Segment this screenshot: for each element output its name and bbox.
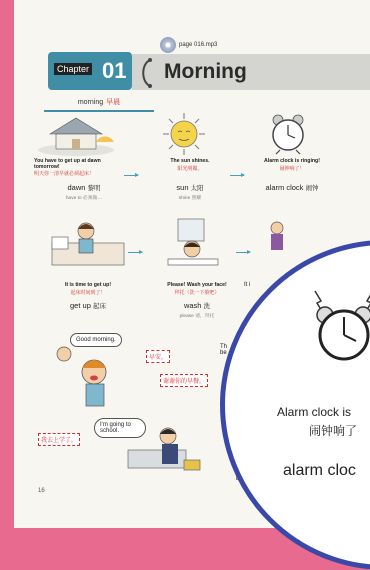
scene5-word [158, 301, 236, 310]
sun-illustration [162, 112, 206, 156]
zoom-caption: Alarm clock is [277, 405, 352, 419]
section-heading-cn: 早晨 [106, 99, 121, 106]
zoom-word: alarm cloc [283, 462, 356, 479]
scene5-subtitle: 拜托（洗一下脸吧） [174, 290, 220, 296]
scene1-word-en: dawn [67, 183, 86, 192]
scene2-word [160, 183, 220, 192]
arrow-right-icon [230, 175, 244, 176]
chapter-box [48, 52, 132, 90]
scene5-word-en: wash [183, 301, 202, 310]
leaving-for-school-illustration [124, 420, 214, 482]
dawn-house-illustration [36, 112, 116, 157]
audio-filename: page 016.mp3 [179, 42, 218, 48]
scene4-word [48, 301, 128, 310]
family-morning-illustration [42, 338, 132, 412]
stretching-illustration [262, 218, 292, 260]
scene2-subtitle: 阳光明媚。 [177, 166, 203, 172]
scene5-word-cn: 洗 [203, 303, 211, 310]
cd-icon [160, 37, 176, 53]
chapter-title: Morning [164, 60, 247, 83]
getting-up-illustration [44, 215, 134, 277]
scene5-note: please 请，拜托 [179, 314, 215, 319]
scene4-word-en: get up [70, 301, 91, 310]
scene3-word [252, 183, 332, 192]
bracket-decoration-icon [138, 58, 154, 88]
section-heading [58, 95, 140, 109]
scene5-caption: Please! Wash your face! [167, 282, 227, 288]
arrow-right-icon [124, 175, 138, 176]
chapter-number: 01 [102, 58, 127, 83]
scene3-caption: Alarm clock is ringing! [264, 158, 320, 164]
scene1-word [54, 183, 114, 192]
scene6-caption-cut: It i [244, 282, 251, 288]
scene3-word-en: alarm clock [265, 183, 304, 192]
scene1-subtitle: 明天你一清早就必须起床！ [34, 171, 95, 177]
scene4-caption: It is time to get up! [64, 282, 112, 288]
audio-track[interactable] [160, 37, 217, 53]
scene1-word-cn: 黎明 [87, 185, 101, 192]
washing-face-illustration [158, 215, 232, 277]
alarm-clock-icon [309, 285, 370, 365]
zoom-caption-cn: 闹钟响了 [309, 424, 358, 438]
page-number: 16 [38, 488, 45, 494]
zaoan-tag: 早安。 [146, 350, 170, 363]
scene2-caption: The sun shines. [170, 158, 210, 164]
thanks-tag: 谢谢你的早餐。 [160, 374, 208, 387]
scene3-word-cn: 闹钟 [305, 185, 319, 192]
good-morning-bubble: Good morning. [70, 333, 122, 347]
scene4-word-cn: 起床 [92, 303, 106, 310]
scene1-note: have to 必须做… [65, 196, 103, 201]
scene2-word-en: sun [176, 183, 189, 192]
alarm-clock-illustration [266, 108, 310, 156]
arrow-right-icon [128, 252, 142, 253]
bubble-cut-text: Th be [220, 344, 228, 356]
scene2-word-cn: 太阳 [190, 185, 204, 192]
section-heading-en: morning [77, 98, 104, 106]
scene3-subtitle: 闹钟响了！ [279, 166, 305, 172]
chapter-label: Chapter [54, 63, 92, 75]
scene4-subtitle: 起床时间到了！ [70, 290, 106, 296]
school-tag: 我去上学了。 [38, 433, 80, 446]
scene2-note: shine 照耀 [178, 196, 202, 201]
arrow-right-icon [236, 252, 250, 253]
scene1-caption: You have to get up at dawn tomorrow! [34, 158, 101, 170]
school-bubble: I'm going to school. [94, 418, 146, 438]
